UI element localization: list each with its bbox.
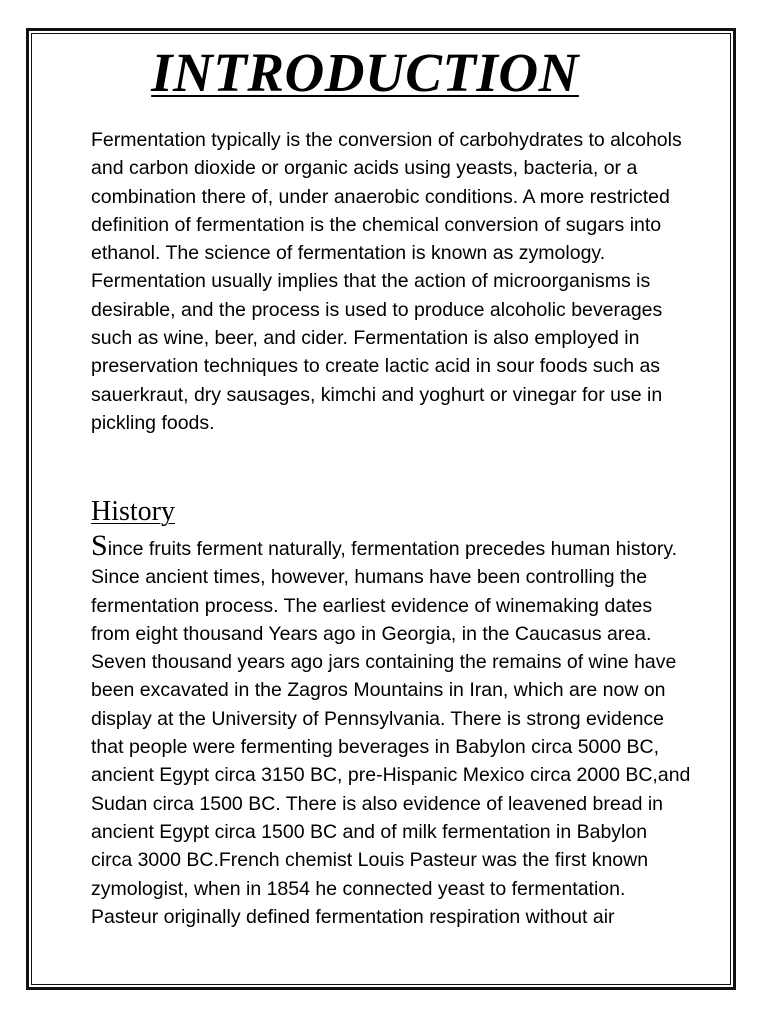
history-heading: History (91, 496, 175, 527)
page-title: INTRODUCTION (151, 42, 579, 103)
history-initial-letter: S (91, 529, 108, 562)
history-paragraph-text: ince fruits ferment naturally, fermentation precedes human history. Since ancient times, however, humans have been controlling the fermentation process. The earliest evidence of winemaking dates from eight thousand Years ago in Georgia, in the Caucasus area. Seven thousand years ago jars containing the remains of wine have been excavated in the Zagros Mountains in Iran, which are now on display at the University of Pennsylvania. There is strong evidence that people were fermenting beverages in Babylon circa 5000 BC, ancient Egypt circa 3150 BC, pre-Hispanic Mexico circa 2000 BC,and Sudan circa 1500 BC. There is also evidence of leavened bread in ancient Egypt circa 1500 BC and of milk fermentation in Babylon circa 3000 BC.French chemist Louis Pasteur was the first known zymologist, when in 1854 he connected yeast to fermentation. Pasteur originally defined fermentation respiration without air (91, 538, 691, 928)
history-paragraph (91, 529, 691, 931)
intro-paragraph: Fermentation typically is the conversion of carbohydrates to alcohols and carbon dioxide or organic acids using yeasts, bacteria, or a combination there of, under anaerobic conditions. A more restricted definition of fermentation is the chemical conversion of sugars into ethanol. The science of fermentation is known as zymology. Fermentation usually implies that the action of microorganisms is desirable, and the process is used to produce alcoholic beverages such as wine, beer, and cider. Fermentation is also employed in preservation techniques to create lactic acid in sour foods such as sauerkraut, dry sausages, kimchi and yoghurt or vinegar for use in pickling foods. (91, 129, 682, 434)
